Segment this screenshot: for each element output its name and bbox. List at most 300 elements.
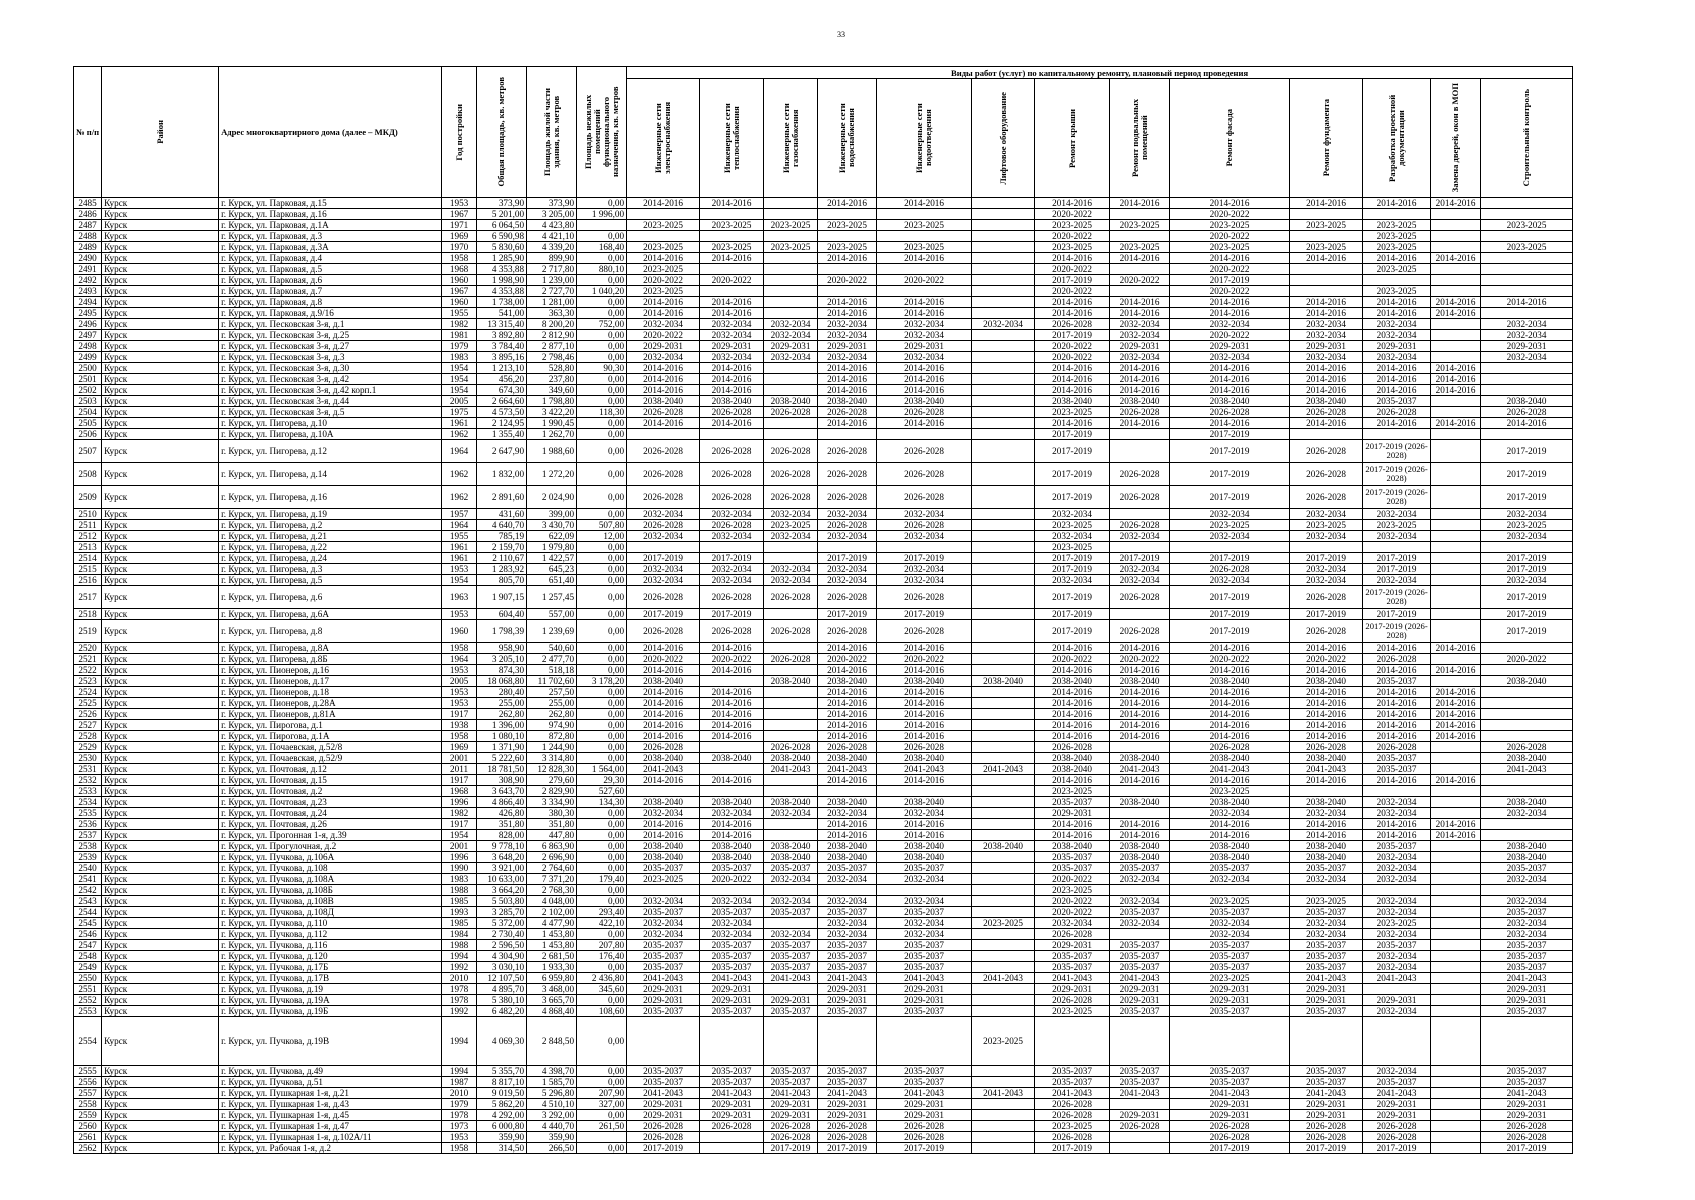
district-cell: Курск [102,1017,219,1066]
district-cell: Курск [102,863,219,874]
table-row [74,198,1573,209]
work-period-cell [1431,1066,1481,1077]
year-cell: 1988 [442,940,477,951]
area-cell: 0,00 [577,819,627,830]
work-period-cell: 2017-2019 (2026-2028) [1363,463,1431,486]
work-period-cell: 2017-2019 [764,1143,818,1154]
area-cell: 2 798,46 [527,352,577,363]
work-period-cell: 2014-2016 [1035,297,1110,308]
area-cell: 3 334,90 [527,797,577,808]
area-cell: 0,00 [577,374,627,385]
work-period-cell: 2035-2037 [700,907,764,918]
work-period-cell [1431,463,1481,486]
work-period-cell: 2014-2016 [818,308,877,319]
work-period-cell: 2014-2016 [877,709,972,720]
work-period-cell [1363,984,1431,995]
work-period-cell: 2029-2031 [764,995,818,1006]
area-cell: 4 292,00 [477,1110,527,1121]
work-period-cell: 2017-2019 [1035,609,1110,620]
work-period-cell: 2017-2019 [818,1143,877,1154]
district-cell: Курск [102,209,219,220]
work-period-cell [1431,264,1481,275]
area-cell: 0,00 [577,275,627,286]
work-period-cell [1431,753,1481,764]
work-period-cell [1431,341,1481,352]
work-period-cell [972,242,1035,253]
area-cell: 3 895,16 [477,352,527,363]
row-number-cell: 2552 [74,995,102,1006]
work-period-cell [1110,1099,1170,1110]
row-number-cell: 2556 [74,1077,102,1088]
work-period-cell: 2017-2019 [1035,564,1110,575]
work-period-cell: 2026-2028 [818,742,877,753]
work-period-cell: 2014-2016 [1290,374,1363,385]
table-row [74,352,1573,363]
work-period-cell: 2020-2022 [877,654,972,665]
district-cell: Курск [102,687,219,698]
area-cell: 0,00 [577,665,627,676]
row-number-cell: 2503 [74,396,102,407]
address-cell: г. Курск, ул. Пигорева, д.10 [219,418,442,429]
work-period-cell: 2026-2028 [818,486,877,509]
work-period-cell [627,231,700,242]
work-period-cell: 2014-2016 [1035,643,1110,654]
row-number-cell: 2549 [74,962,102,973]
year-cell: 1978 [442,995,477,1006]
work-period-cell [1431,918,1481,929]
work-period-cell [1170,1017,1290,1066]
row-number-cell: 2500 [74,363,102,374]
work-period-cell: 2026-2028 [700,440,764,463]
area-cell: 0,00 [577,352,627,363]
area-cell: 1 239,69 [527,620,577,643]
work-period-cell: 2014-2016 [818,418,877,429]
work-period-cell: 2014-2016 [627,709,700,720]
work-period-cell [1481,830,1573,841]
area-cell: 1 396,00 [477,720,527,731]
work-period-cell: 2029-2031 [1481,1099,1573,1110]
work-period-cell: 2014-2016 [627,819,700,830]
work-period-cell: 2038-2040 [1290,676,1363,687]
district-cell: Курск [102,297,219,308]
area-cell: 293,40 [577,907,627,918]
district-cell: Курск [102,742,219,753]
area-cell: 261,50 [577,1121,627,1132]
work-period-cell: 2020-2022 [1035,654,1110,665]
work-period-cell: 2029-2031 [1170,995,1290,1006]
work-period-cell: 2023-2025 [627,220,700,231]
work-period-cell: 2032-2034 [1170,575,1290,586]
work-period-cell: 2014-2016 [627,418,700,429]
area-cell: 1 244,90 [527,742,577,753]
work-period-cell: 2029-2031 [1481,995,1573,1006]
area-cell: 2 730,40 [477,929,527,940]
work-period-cell: 2014-2016 [1431,643,1481,654]
area-cell: 5 380,10 [477,995,527,1006]
address-cell: г. Курск, ул. Пионеров, д.16 [219,665,442,676]
area-cell: 4 421,10 [527,231,577,242]
work-period-cell: 2029-2031 [1290,984,1363,995]
work-period-cell: 2029-2031 [627,1110,700,1121]
work-period-cell: 2029-2031 [764,341,818,352]
work-period-cell: 2038-2040 [877,852,972,863]
work-period-cell: 2038-2040 [1035,396,1110,407]
row-number-cell: 2547 [74,940,102,951]
work-period-cell [1431,407,1481,418]
area-cell: 1 355,40 [477,429,527,440]
work-period-cell [1431,951,1481,962]
row-number-cell: 2522 [74,665,102,676]
work-period-cell: 2032-2034 [627,531,700,542]
year-cell: 1969 [442,742,477,753]
work-period-cell: 2014-2016 [1363,385,1431,396]
work-period-cell [764,698,818,709]
year-cell: 1970 [442,242,477,253]
work-period-cell [1431,429,1481,440]
work-period-cell: 2026-2028 [1290,440,1363,463]
area-cell: 3 468,00 [527,984,577,995]
address-cell: г. Курск, ул. Пучкова, д.110 [219,918,442,929]
area-cell: 351,80 [477,819,527,830]
work-period-cell: 2035-2037 [764,907,818,918]
table-row [74,698,1573,709]
address-cell: г. Курск, ул. Пигорева, д.22 [219,542,442,553]
work-period-cell: 2026-2028 [764,742,818,753]
work-period-cell: 2026-2028 [818,586,877,609]
district-cell: Курск [102,1110,219,1121]
table-row [74,264,1573,275]
work-period-cell: 2023-2025 [1290,520,1363,531]
area-cell: 2 477,70 [527,654,577,665]
row-number-cell: 2505 [74,418,102,429]
work-period-cell: 2032-2034 [1481,575,1573,586]
work-period-cell: 2014-2016 [1431,363,1481,374]
work-period-cell [1481,209,1573,220]
work-period-cell: 2014-2016 [1110,385,1170,396]
area-cell: 1 422,57 [527,553,577,564]
work-period-cell [972,253,1035,264]
table-row [74,676,1573,687]
work-period-cell: 2038-2040 [877,753,972,764]
area-cell: 118,30 [577,407,627,418]
work-period-cell: 2026-2028 [627,407,700,418]
work-period-cell: 2032-2034 [1363,531,1431,542]
work-period-cell: 2035-2037 [818,951,877,962]
area-cell: 279,60 [527,775,577,786]
work-period-cell: 2023-2025 [818,220,877,231]
work-period-cell: 2038-2040 [700,396,764,407]
work-period-cell: 2023-2025 [1170,896,1290,907]
work-period-cell: 2029-2031 [818,1099,877,1110]
work-period-cell: 2035-2037 [700,1077,764,1088]
area-cell: 0,00 [577,385,627,396]
table-row [74,575,1573,586]
table-row [74,742,1573,753]
table-row [74,852,1573,863]
area-cell: 5 830,60 [477,242,527,253]
work-period-cell: 2026-2028 [877,520,972,531]
work-period-cell: 2014-2016 [1035,665,1110,676]
work-period-cell: 2029-2031 [1290,1110,1363,1121]
work-period-cell [1110,542,1170,553]
work-period-cell: 2023-2025 [1481,220,1573,231]
address-cell: г. Курск, ул. Песковская 3-я, д.42 корп.1 [219,385,442,396]
row-number-cell: 2524 [74,687,102,698]
work-period-cell: 2026-2028 [818,440,877,463]
work-period-cell: 2023-2025 [1035,220,1110,231]
area-cell: 308,90 [477,775,527,786]
year-cell: 1963 [442,586,477,609]
work-period-cell: 2026-2028 [877,440,972,463]
work-period-cell: 2032-2034 [1363,907,1431,918]
area-cell: 3 030,10 [477,962,527,973]
work-period-cell: 2026-2028 [764,486,818,509]
work-period-cell: 2023-2025 [1035,407,1110,418]
work-period-cell: 2014-2016 [1110,308,1170,319]
work-period-cell [972,863,1035,874]
work-period-cell: 2014-2016 [1363,665,1431,676]
work-period-cell: 2035-2037 [627,951,700,962]
address-cell: г. Курск, ул. Парковая, д.16 [219,209,442,220]
year-cell: 2001 [442,753,477,764]
district-cell: Курск [102,1066,219,1077]
work-period-cell [1110,1017,1170,1066]
work-period-cell: 2023-2025 [877,242,972,253]
address-cell: г. Курск, ул. Пучкова, д.108А [219,874,442,885]
address-cell: г. Курск, ул. Пигорева, д.19 [219,509,442,520]
work-period-cell: 2014-2016 [627,731,700,742]
district-cell: Курск [102,995,219,1006]
year-cell: 1917 [442,709,477,720]
work-period-cell: 2035-2037 [627,907,700,918]
area-cell: 974,90 [527,720,577,731]
work-period-cell: 2026-2028 [877,486,972,509]
work-period-cell: 2038-2040 [700,841,764,852]
work-period-cell: 2035-2037 [818,1077,877,1088]
table-row [74,929,1573,940]
district-cell: Курск [102,509,219,520]
work-period-cell: 2014-2016 [1363,308,1431,319]
area-cell: 557,00 [527,609,577,620]
work-period-cell [1170,542,1290,553]
work-period-cell: 2032-2034 [627,918,700,929]
district-cell: Курск [102,764,219,775]
work-period-cell: 2035-2037 [818,940,877,951]
work-period-cell: 2023-2025 [1363,242,1431,253]
work-period-cell [972,620,1035,643]
work-period-cell [972,852,1035,863]
work-period-cell: 2023-2025 [700,220,764,231]
work-period-cell: 2026-2028 [1035,742,1110,753]
work-period-cell: 2014-2016 [877,253,972,264]
work-period-cell: 2038-2040 [1481,852,1573,863]
work-period-cell: 2032-2034 [877,896,972,907]
work-period-cell: 2026-2028 [1290,1132,1363,1143]
work-period-cell [972,753,1035,764]
row-number-cell: 2499 [74,352,102,363]
area-cell: 872,80 [527,731,577,742]
work-period-cell [1290,885,1363,896]
work-period-cell: 2029-2031 [1170,1099,1290,1110]
area-cell: 2 768,30 [527,885,577,896]
address-cell: г. Курск, ул. Пигорева, д.6А [219,609,442,620]
work-period-cell: 2032-2034 [764,575,818,586]
year-cell: 1993 [442,907,477,918]
work-period-cell: 2032-2034 [764,330,818,341]
work-period-cell: 2029-2031 [1363,1099,1431,1110]
work-period-cell: 2032-2034 [627,319,700,330]
area-cell: 0,00 [577,830,627,841]
work-period-cell: 2014-2016 [1290,731,1363,742]
year-cell: 1962 [442,429,477,440]
work-period-cell: 2035-2037 [764,1077,818,1088]
work-period-cell: 2026-2028 [700,586,764,609]
work-period-cell: 2014-2016 [1110,687,1170,698]
area-cell: 6 000,80 [477,1121,527,1132]
work-period-cell: 2014-2016 [877,830,972,841]
work-period-cell: 2026-2028 [1481,742,1573,753]
work-period-cell: 2014-2016 [1431,297,1481,308]
work-period-cell: 2014-2016 [1290,830,1363,841]
work-period-cell [972,531,1035,542]
district-cell: Курск [102,620,219,643]
district-cell: Курск [102,407,219,418]
area-cell: 805,70 [477,575,527,586]
work-period-cell: 2014-2016 [1363,775,1431,786]
address-cell: г. Курск, ул. Песковская 3-я, д.25 [219,330,442,341]
year-cell: 1979 [442,1099,477,1110]
work-period-cell: 2038-2040 [700,852,764,863]
work-period-cell: 2014-2016 [700,253,764,264]
work-period-cell: 2017-2019 [1170,275,1290,286]
area-cell: 2 102,00 [527,907,577,918]
table-row [74,808,1573,819]
work-period-cell: 2032-2034 [1170,531,1290,542]
work-period-cell: 2032-2034 [1035,918,1110,929]
header-work: Строительный контроль [1481,79,1573,198]
area-cell: 12,00 [577,531,627,542]
work-period-cell: 2035-2037 [1110,962,1170,973]
year-cell: 2011 [442,764,477,775]
work-period-cell [972,286,1035,297]
work-period-cell: 2017-2019 [1170,553,1290,564]
work-period-cell [972,407,1035,418]
work-period-cell: 2014-2016 [1110,709,1170,720]
work-period-cell [1431,1132,1481,1143]
table-row [74,665,1573,676]
year-cell: 1960 [442,275,477,286]
work-period-cell: 2032-2034 [1363,1006,1431,1017]
work-period-cell: 2038-2040 [1170,396,1290,407]
table-row [74,396,1573,407]
work-period-cell: 2014-2016 [1363,720,1431,731]
work-period-cell: 2035-2037 [1481,962,1573,973]
work-period-cell [972,808,1035,819]
table-row [74,1088,1573,1099]
work-period-cell: 2014-2016 [1431,720,1481,731]
work-period-cell: 2014-2016 [1170,297,1290,308]
row-number-cell: 2509 [74,486,102,509]
area-cell: 4 573,50 [477,407,527,418]
work-period-cell [972,654,1035,665]
work-period-cell: 2014-2016 [1170,709,1290,720]
area-cell: 540,60 [527,643,577,654]
year-cell: 1961 [442,418,477,429]
area-cell: 4 339,20 [527,242,577,253]
work-period-cell: 2017-2019 [1170,609,1290,620]
work-period-cell: 2038-2040 [764,676,818,687]
work-period-cell: 2041-2043 [818,1088,877,1099]
address-cell: г. Курск, ул. Пушкарная 1-я, д.43 [219,1099,442,1110]
work-period-cell: 2014-2016 [1110,830,1170,841]
district-cell: Курск [102,929,219,940]
work-period-cell [1110,509,1170,520]
work-period-cell: 2014-2016 [1035,385,1110,396]
area-cell: 0,00 [577,995,627,1006]
area-cell: 5 862,20 [477,1099,527,1110]
work-period-cell: 2035-2037 [1363,396,1431,407]
district-cell: Курск [102,1077,219,1088]
area-cell: 3 921,00 [477,863,527,874]
header-num: № п/п [74,67,102,198]
work-period-cell [700,885,764,896]
work-period-cell: 2035-2037 [1170,907,1290,918]
address-cell: г. Курск, ул. Рабочая 1-я, д.2 [219,1143,442,1154]
work-period-cell: 2023-2025 [1170,520,1290,531]
work-period-cell [1431,330,1481,341]
work-period-cell [764,720,818,731]
table-row [74,286,1573,297]
work-period-cell: 2023-2025 [1363,520,1431,531]
work-period-cell: 2017-2019 [1035,586,1110,609]
district-cell: Курск [102,808,219,819]
area-cell: 1 990,45 [527,418,577,429]
header-work: Ремонт фундамента [1290,79,1363,198]
table-row [74,220,1573,231]
work-period-cell: 2014-2016 [818,363,877,374]
work-period-cell: 2017-2019 [1035,275,1110,286]
area-cell: 134,30 [577,797,627,808]
work-period-cell [1290,429,1363,440]
area-cell: 179,40 [577,874,627,885]
work-period-cell: 2014-2016 [818,819,877,830]
work-period-cell: 2035-2037 [700,940,764,951]
work-period-cell: 2032-2034 [1363,509,1431,520]
work-period-cell: 2032-2034 [627,509,700,520]
work-period-cell: 2026-2028 [1110,1121,1170,1132]
work-period-cell: 2026-2028 [627,486,700,509]
work-period-cell [972,198,1035,209]
area-cell: 2 717,80 [527,264,577,275]
address-cell: г. Курск, ул. Пучкова, д.108В [219,896,442,907]
row-number-cell: 2555 [74,1066,102,1077]
address-cell: г. Курск, ул. Почаевская, д.52/8 [219,742,442,753]
work-period-cell: 2032-2034 [1363,352,1431,363]
work-period-cell [1481,253,1573,264]
work-period-cell: 2014-2016 [1035,253,1110,264]
year-cell: 1954 [442,830,477,841]
address-cell: г. Курск, ул. Пигорева, д.8Б [219,654,442,665]
work-period-cell: 2032-2034 [764,896,818,907]
work-period-cell: 2029-2031 [1035,984,1110,995]
address-cell: г. Курск, ул. Пучкова, д.108 [219,863,442,874]
work-period-cell [627,1017,700,1066]
work-period-cell: 2035-2037 [627,962,700,973]
work-period-cell: 2017-2019 [1481,609,1573,620]
work-period-cell: 2038-2040 [1290,753,1363,764]
work-period-cell: 2041-2043 [1110,973,1170,984]
area-cell: 456,20 [477,374,527,385]
